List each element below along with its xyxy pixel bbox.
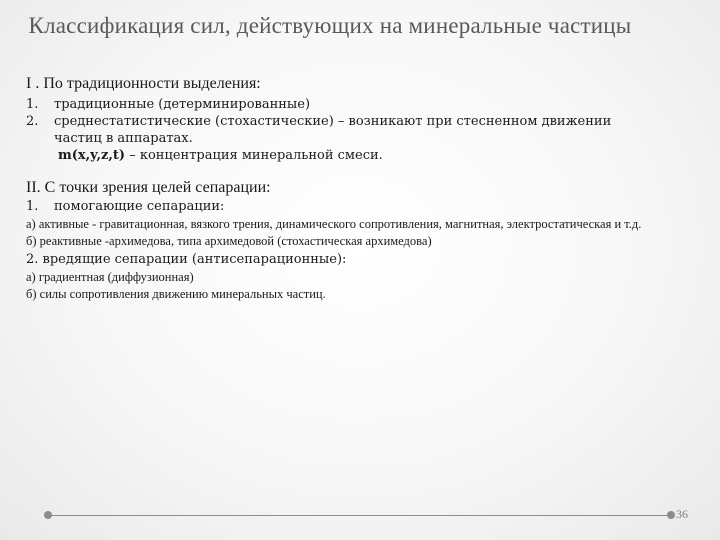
subsection1-line-a: а) активные - гравитационная, вязкого трения, динамического сопротивления, магнитная, электростатическая и т.д. [26, 217, 642, 231]
footer-right-dot-icon [667, 511, 675, 519]
list-item-text: среднестатистические (стохастические) – возникают при стесненном движении частиц в аппаратах. [54, 114, 612, 146]
section1-list [26, 96, 646, 147]
subsection1-number: 1. [26, 199, 39, 214]
formula-line [58, 147, 646, 164]
footer-divider [48, 515, 674, 516]
subsection2-heading: 2. вредящие сепарации (антисепарационные): [26, 252, 347, 267]
page-number: 36 [676, 507, 688, 521]
subsection2-line-b: б) силы сопротивления движению минеральных частиц. [26, 287, 326, 301]
footer-left-dot-icon [44, 511, 52, 519]
list-item-number: 1. [26, 97, 39, 112]
list-item [26, 113, 646, 147]
formula-symbol: m(x,y,z,t) [58, 148, 126, 163]
slide-title: Классификация сил, действующих на минеральные частицы [28, 13, 632, 38]
subsection2-line-a: а) градиентная (диффузионная) [26, 270, 194, 284]
list-item-number: 2. [26, 114, 39, 129]
subsection1-line-b: б) реактивные -архимедова, типа архимедовой (стохастическая архимедова) [26, 234, 432, 248]
list-item-text: традиционные (детерминированные) [54, 97, 311, 112]
subsection1-text: помогающие сепарации: [54, 199, 225, 214]
slide-content [26, 74, 646, 303]
list-item [26, 96, 646, 113]
section1-heading: I . По традиционности выделения: [26, 75, 261, 92]
subsection1-heading [26, 198, 646, 215]
section2-heading: II. С точки зрения целей сепарации: [26, 179, 271, 196]
formula-description: – концентрация минеральной смеси. [125, 148, 383, 163]
